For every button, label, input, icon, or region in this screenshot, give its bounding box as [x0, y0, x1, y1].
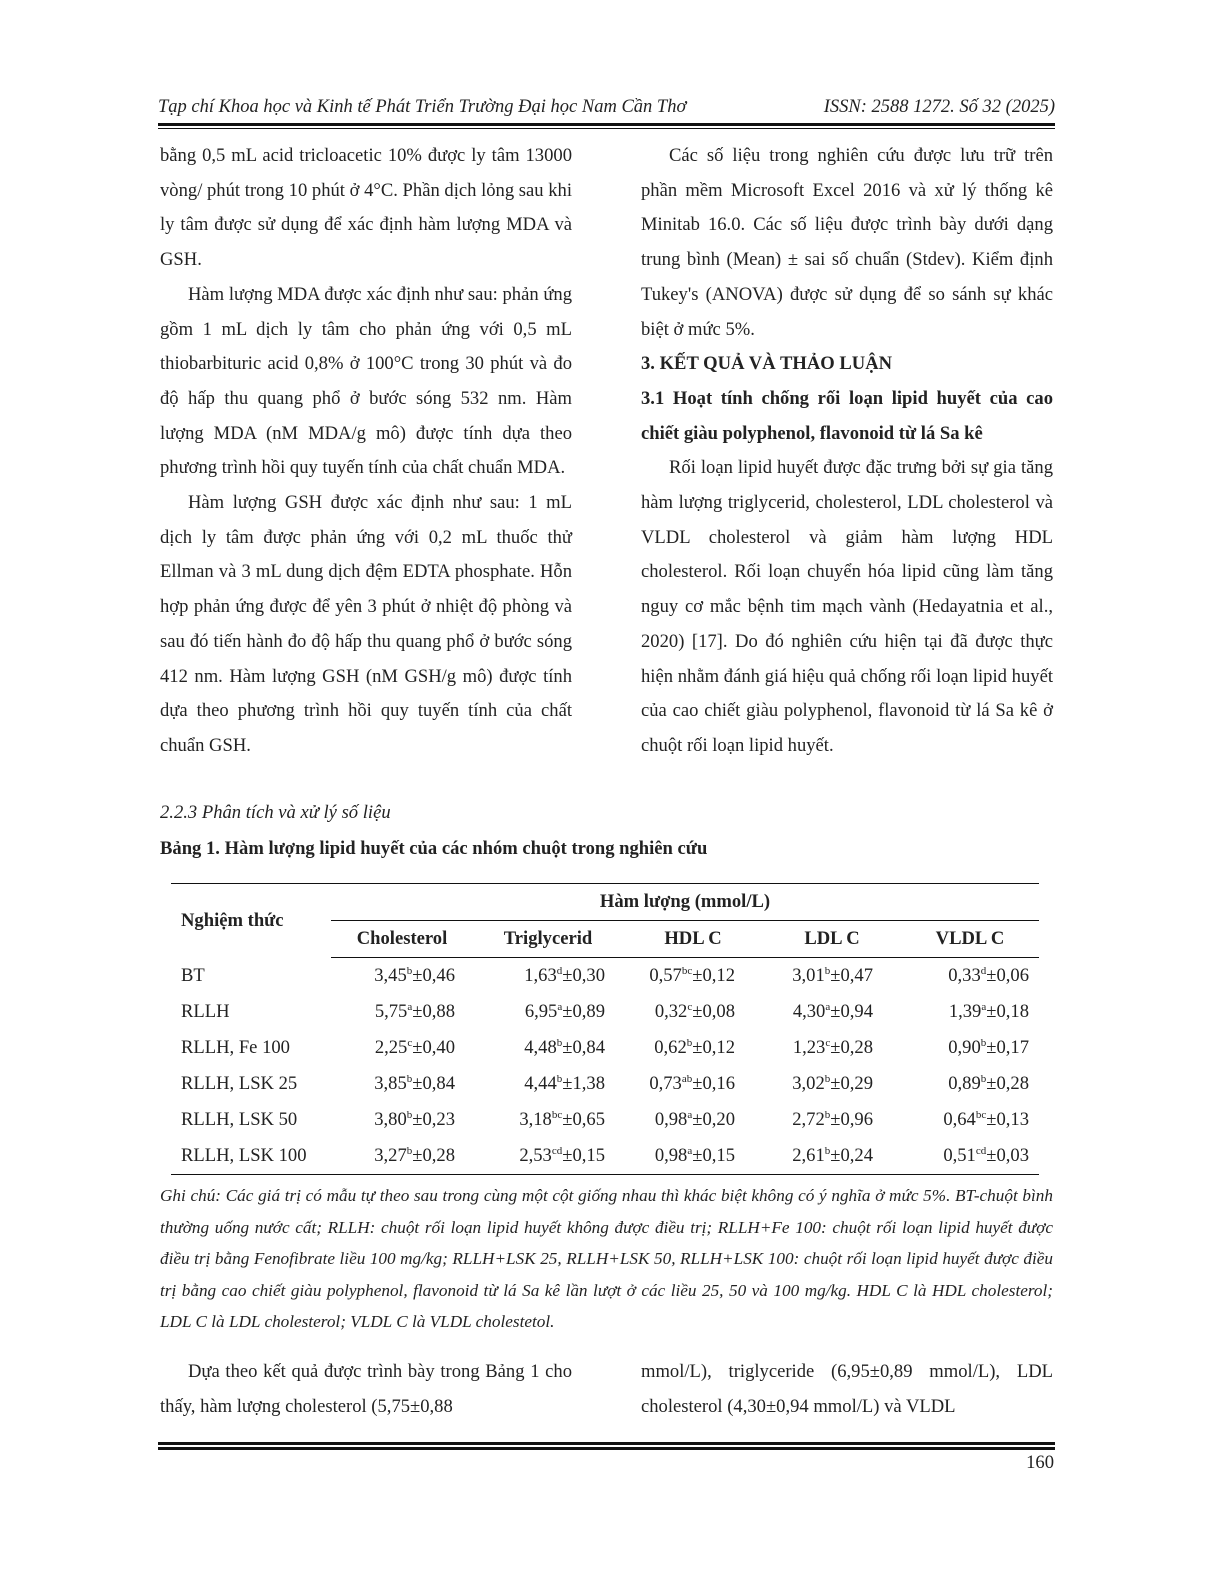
cell-error: ±0,15	[562, 1145, 605, 1167]
table-cell	[763, 994, 901, 1030]
table-row	[171, 958, 1039, 995]
cell-error: ±0,03	[986, 1145, 1029, 1167]
cell-error: ±0,15	[692, 1145, 735, 1167]
cell-value: 2,72	[792, 1109, 825, 1131]
cell-value: 3,45	[374, 965, 407, 987]
table-cell	[473, 958, 623, 995]
table-caption: Bảng 1. Hàm lượng lipid huyết của các nhóm chuột trong nghiên cứu	[160, 838, 708, 859]
table-cell	[623, 1138, 763, 1175]
cell-error: ±0,84	[412, 1073, 455, 1095]
row-label: RLLH, LSK 50	[181, 1109, 298, 1130]
header-rule	[158, 123, 1055, 129]
table-cell	[473, 994, 623, 1030]
issn-issue: ISSN: 2588 1272. Số 32 (2025)	[823, 97, 1055, 117]
subsection-heading: 3.1 Hoạt tính chống rối loạn lipid huyết của cao chiết giàu polyphenol, flavonoid từ lá Sa kê	[641, 387, 1053, 444]
table-cell	[331, 1066, 473, 1102]
paragraph: Rối loạn lipid huyết được đặc trưng bởi sự gia tăng hàm lượng triglycerid, cholesterol, LDL cholesterol và VLDL cholesterol và giảm hàm lượng HDL cholesterol. Rối loạn chuyển hóa lipid cũng làm tăng nguy cơ mắc bệnh tim mạch vành (Hedayatnia et al., 2020) [17]. Do đó nghiên cứu hiện tại đã được thực hiện nhằm đánh giá hiệu quả chống rối loạn lipid huyết của cao chiết giàu polyphenol, flavonoid từ lá Sa kê ở chuột rối loạn lipid huyết.	[641, 457, 1053, 756]
cell-value: 0,33	[948, 965, 981, 987]
significance-letter: cd	[975, 1144, 987, 1157]
paragraph: Hàm lượng MDA được xác định như sau: phản ứng gồm 1 mL dịch ly tâm cho phản ứng với 0,5 mL thiobarbituric acid 0,8% ở 100°C trong 30 phút và đo độ hấp thu quang phổ ở bước sóng 532 nm. Hàm lượng MDA (nM MDA/g mô) được tính dựa theo phương trình hồi quy tuyến tính của chất chuẩn MDA.	[160, 283, 572, 479]
significance-letter: bc	[551, 1108, 563, 1121]
table-cell	[763, 1066, 901, 1102]
table-cell	[331, 1102, 473, 1138]
cell-error: ±0,20	[692, 1109, 735, 1131]
cell-error: ±0,18	[986, 1001, 1029, 1023]
significance-letter: b	[556, 1036, 563, 1049]
cell-value: 6,95	[524, 1001, 558, 1023]
page-number: 160	[1026, 1452, 1054, 1473]
cell-value: 0,89	[948, 1073, 981, 1095]
significance-letter: b	[406, 964, 413, 977]
table-row	[171, 1066, 1039, 1102]
significance-letter: bc	[681, 964, 693, 977]
journal-title: Tạp chí Khoa học và Kinh tế Phát Triển Trường Đại học Nam Cần Thơ	[158, 97, 687, 117]
cell-value: 3,01	[792, 965, 825, 987]
significance-letter: a	[825, 1000, 831, 1013]
table-cell	[763, 1138, 901, 1175]
paragraph: bằng 0,5 mL acid tricloacetic 10% được ly tâm 13000 vòng/ phút trong 10 phút ở 4°C. Phần dịch lỏng sau khi ly tâm được sử dụng để xác định hàm lượng MDA và GSH.	[160, 145, 572, 271]
cell-value: 0,62	[654, 1037, 687, 1059]
cell-error: ±0,96	[830, 1109, 873, 1131]
cell-value: 0,32	[654, 1001, 688, 1023]
cell-value: 0,73	[649, 1073, 682, 1095]
paragraph: Hàm lượng GSH được xác định như sau: 1 mL dịch ly tâm được phản ứng với 0,2 mL thuốc thử Ellman và 3 mL dung dịch đệm EDTA phosphate. Hỗn hợp phản ứng được để yên 3 phút ở nhiệt độ phòng và sau đó tiến hành đo độ hấp thu quang phổ ở bước sóng 412 nm. Hàm lượng GSH (nM GSH/g mô) được tính dựa theo phương trình hồi quy tuyến tính của chất chuẩn GSH.	[160, 492, 572, 756]
section-heading: 3. KẾT QUẢ VÀ THẢO LUẬN	[641, 353, 893, 375]
table-row	[171, 994, 1039, 1030]
cell-value: 4,48	[524, 1037, 557, 1059]
cell-value: 3,27	[374, 1145, 407, 1167]
cell-error: ±0,40	[412, 1037, 455, 1059]
cell-value: 1,39	[948, 1001, 982, 1023]
cell-error: ±0,89	[562, 1001, 605, 1023]
cell-value: 3,18	[519, 1109, 552, 1131]
row-label: RLLH, Fe 100	[181, 1037, 290, 1058]
cell-value: 0,98	[654, 1145, 688, 1167]
significance-letter: b	[824, 1108, 831, 1121]
table-cell	[331, 994, 473, 1030]
significance-letter: ab	[681, 1072, 693, 1085]
footer-rule	[158, 1442, 1055, 1450]
significance-letter: a	[687, 1144, 693, 1157]
cell-error: ±0,29	[830, 1073, 873, 1095]
table-cell	[623, 1066, 763, 1102]
table-cell	[901, 1030, 1039, 1066]
cell-error: ±0,24	[830, 1145, 873, 1167]
cell-value: 3,85	[374, 1073, 407, 1095]
table-cell	[901, 994, 1039, 1030]
significance-letter: d	[556, 964, 563, 977]
significance-letter: d	[980, 964, 987, 977]
table-cell	[623, 958, 763, 995]
significance-letter: b	[980, 1072, 987, 1085]
table-row	[171, 1030, 1039, 1066]
table-cell	[901, 1102, 1039, 1138]
paragraph: Các số liệu trong nghiên cứu được lưu trữ trên phần mềm Microsoft Excel 2016 và xử lý thống kê Minitab 16.0. Các số liệu được trình bày dưới dạng trung bình (Mean) ± sai số chuẩn (Stdev). Kiểm định Tukey's (ANOVA) được sử dụng để so sánh sự khác biệt ở mức 5%.	[641, 145, 1053, 340]
table-cell	[763, 1030, 901, 1066]
significance-letter: b	[686, 1036, 693, 1049]
cell-error: ±0,08	[692, 1001, 735, 1023]
table-cell	[473, 1102, 623, 1138]
table-cell	[473, 1138, 623, 1175]
cell-error: ±0,30	[562, 965, 605, 987]
cell-value: 3,80	[374, 1109, 407, 1131]
cell-value: 4,30	[792, 1001, 826, 1023]
paragraph: mmol/L), triglyceride (6,95±0,89 mmol/L), LDL cholesterol (4,30±0,94 mmol/L) và VLDL	[641, 1361, 1053, 1417]
table-cell	[331, 1030, 473, 1066]
left-column-continued	[160, 1355, 572, 1424]
significance-letter: b	[824, 1144, 831, 1157]
row-header: Nghiệm thức	[171, 884, 331, 958]
cell-error: ±0,88	[412, 1001, 455, 1023]
row-label: RLLH, LSK 100	[171, 1138, 331, 1175]
table-cell	[623, 1030, 763, 1066]
right-column	[641, 139, 1053, 764]
table-cell	[331, 958, 473, 995]
cell-error: ±0,17	[986, 1037, 1029, 1059]
table-cell	[763, 1102, 901, 1138]
cell-error: ±0,46	[412, 965, 455, 987]
cell-value: 2,61	[792, 1145, 825, 1167]
cell-error: ±0,06	[986, 965, 1029, 987]
cell-error: ±0,13	[986, 1109, 1029, 1131]
cell-error: ±0,94	[830, 1001, 873, 1023]
significance-letter: b	[824, 1072, 831, 1085]
cell-value: 1,23	[792, 1037, 826, 1059]
column-header: HDL C	[623, 921, 763, 958]
cell-value: 0,90	[948, 1037, 981, 1059]
table-note: Ghi chú: Các giá trị có mẫu tự theo sau trong cùng một cột giống nhau thì khác biệt không có ý nghĩa ở mức 5%. BT-chuột bình thường uống nước cất; RLLH: chuột rối loạn lipid huyết không được điều trị; RLLH+Fe 100: chuột rối loạn lipid huyết được điều trị bằng Fenofibrate liều 100 mg/kg; RLLH+LSK 25, RLLH+LSK 50, RLLH+LSK 100: chuột rối loạn lipid huyết được điều trị bằng cao chiết giàu polyphenol, flavonoid từ lá Sa kê lần lượt ở các liều 25, 50 và 100 mg/kg. HDL C là HDL cholesterol; LDL C là LDL cholesterol; VLDL C là VLDL cholestetol.	[160, 1186, 1053, 1332]
cell-error: ±0,16	[692, 1073, 735, 1095]
cell-value: 0,64	[943, 1109, 976, 1131]
cell-error: ±0,28	[986, 1073, 1029, 1095]
cell-value: 1,63	[524, 965, 557, 987]
cell-value: 2,25	[374, 1037, 408, 1059]
cell-value: 0,51	[943, 1145, 976, 1167]
cell-error: ±0,65	[562, 1109, 605, 1131]
significance-letter: c	[407, 1036, 413, 1049]
cell-error: ±0,12	[692, 965, 735, 987]
cell-value: 3,02	[792, 1073, 825, 1095]
row-label: BT	[181, 964, 205, 986]
paragraph: Dựa theo kết quả được trình bày trong Bảng 1 cho thấy, hàm lượng cholesterol (5,75±0,88	[160, 1361, 572, 1417]
significance-letter: b	[406, 1072, 413, 1085]
significance-letter: a	[981, 1000, 987, 1013]
significance-letter: c	[687, 1000, 693, 1013]
table-cell	[901, 1138, 1039, 1175]
significance-letter: b	[824, 964, 831, 977]
table-row	[171, 1102, 1039, 1138]
table-cell	[623, 994, 763, 1030]
table-cell	[473, 1066, 623, 1102]
significance-letter: cd	[551, 1144, 563, 1157]
cell-error: ±0,47	[830, 965, 873, 987]
group-header: Hàm lượng (mmol/L)	[331, 884, 1039, 921]
table-cell	[331, 1138, 473, 1175]
left-column	[160, 139, 572, 764]
column-header: Cholesterol	[331, 921, 473, 958]
cell-value: 4,44	[524, 1073, 557, 1095]
significance-letter: a	[557, 1000, 563, 1013]
significance-letter: b	[556, 1072, 563, 1085]
significance-letter: b	[980, 1036, 987, 1049]
row-label: RLLH, LSK 25	[181, 1073, 298, 1094]
column-header: LDL C	[763, 921, 901, 958]
significance-letter: c	[825, 1036, 831, 1049]
table-cell	[473, 1030, 623, 1066]
significance-letter: b	[406, 1144, 413, 1157]
cell-error: ±0,28	[412, 1145, 455, 1167]
cell-value: 0,57	[649, 965, 682, 987]
column-header: Triglycerid	[473, 921, 623, 958]
cell-error: ±0,23	[412, 1109, 455, 1131]
cell-error: ±0,28	[830, 1037, 873, 1059]
cell-value: 0,98	[654, 1109, 688, 1131]
lipid-table	[171, 883, 1039, 1175]
cell-error: ±1,38	[562, 1073, 605, 1095]
significance-letter: a	[407, 1000, 413, 1013]
table-cell	[623, 1102, 763, 1138]
column-header: VLDL C	[901, 921, 1039, 958]
significance-letter: b	[406, 1108, 413, 1121]
cell-error: ±0,84	[562, 1037, 605, 1059]
table-cell	[901, 1066, 1039, 1102]
right-column-continued	[641, 1355, 1053, 1424]
table-cell	[901, 958, 1039, 995]
cell-value: 2,53	[519, 1145, 552, 1167]
cell-value: 5,75	[374, 1001, 408, 1023]
significance-letter: a	[687, 1108, 693, 1121]
subsection-heading: 2.2.3 Phân tích và xử lý số liệu	[160, 802, 391, 823]
table-row	[171, 1138, 1039, 1175]
table-cell	[763, 958, 901, 995]
row-label: RLLH	[181, 1001, 230, 1022]
significance-letter: bc	[975, 1108, 987, 1121]
cell-error: ±0,12	[692, 1037, 735, 1059]
